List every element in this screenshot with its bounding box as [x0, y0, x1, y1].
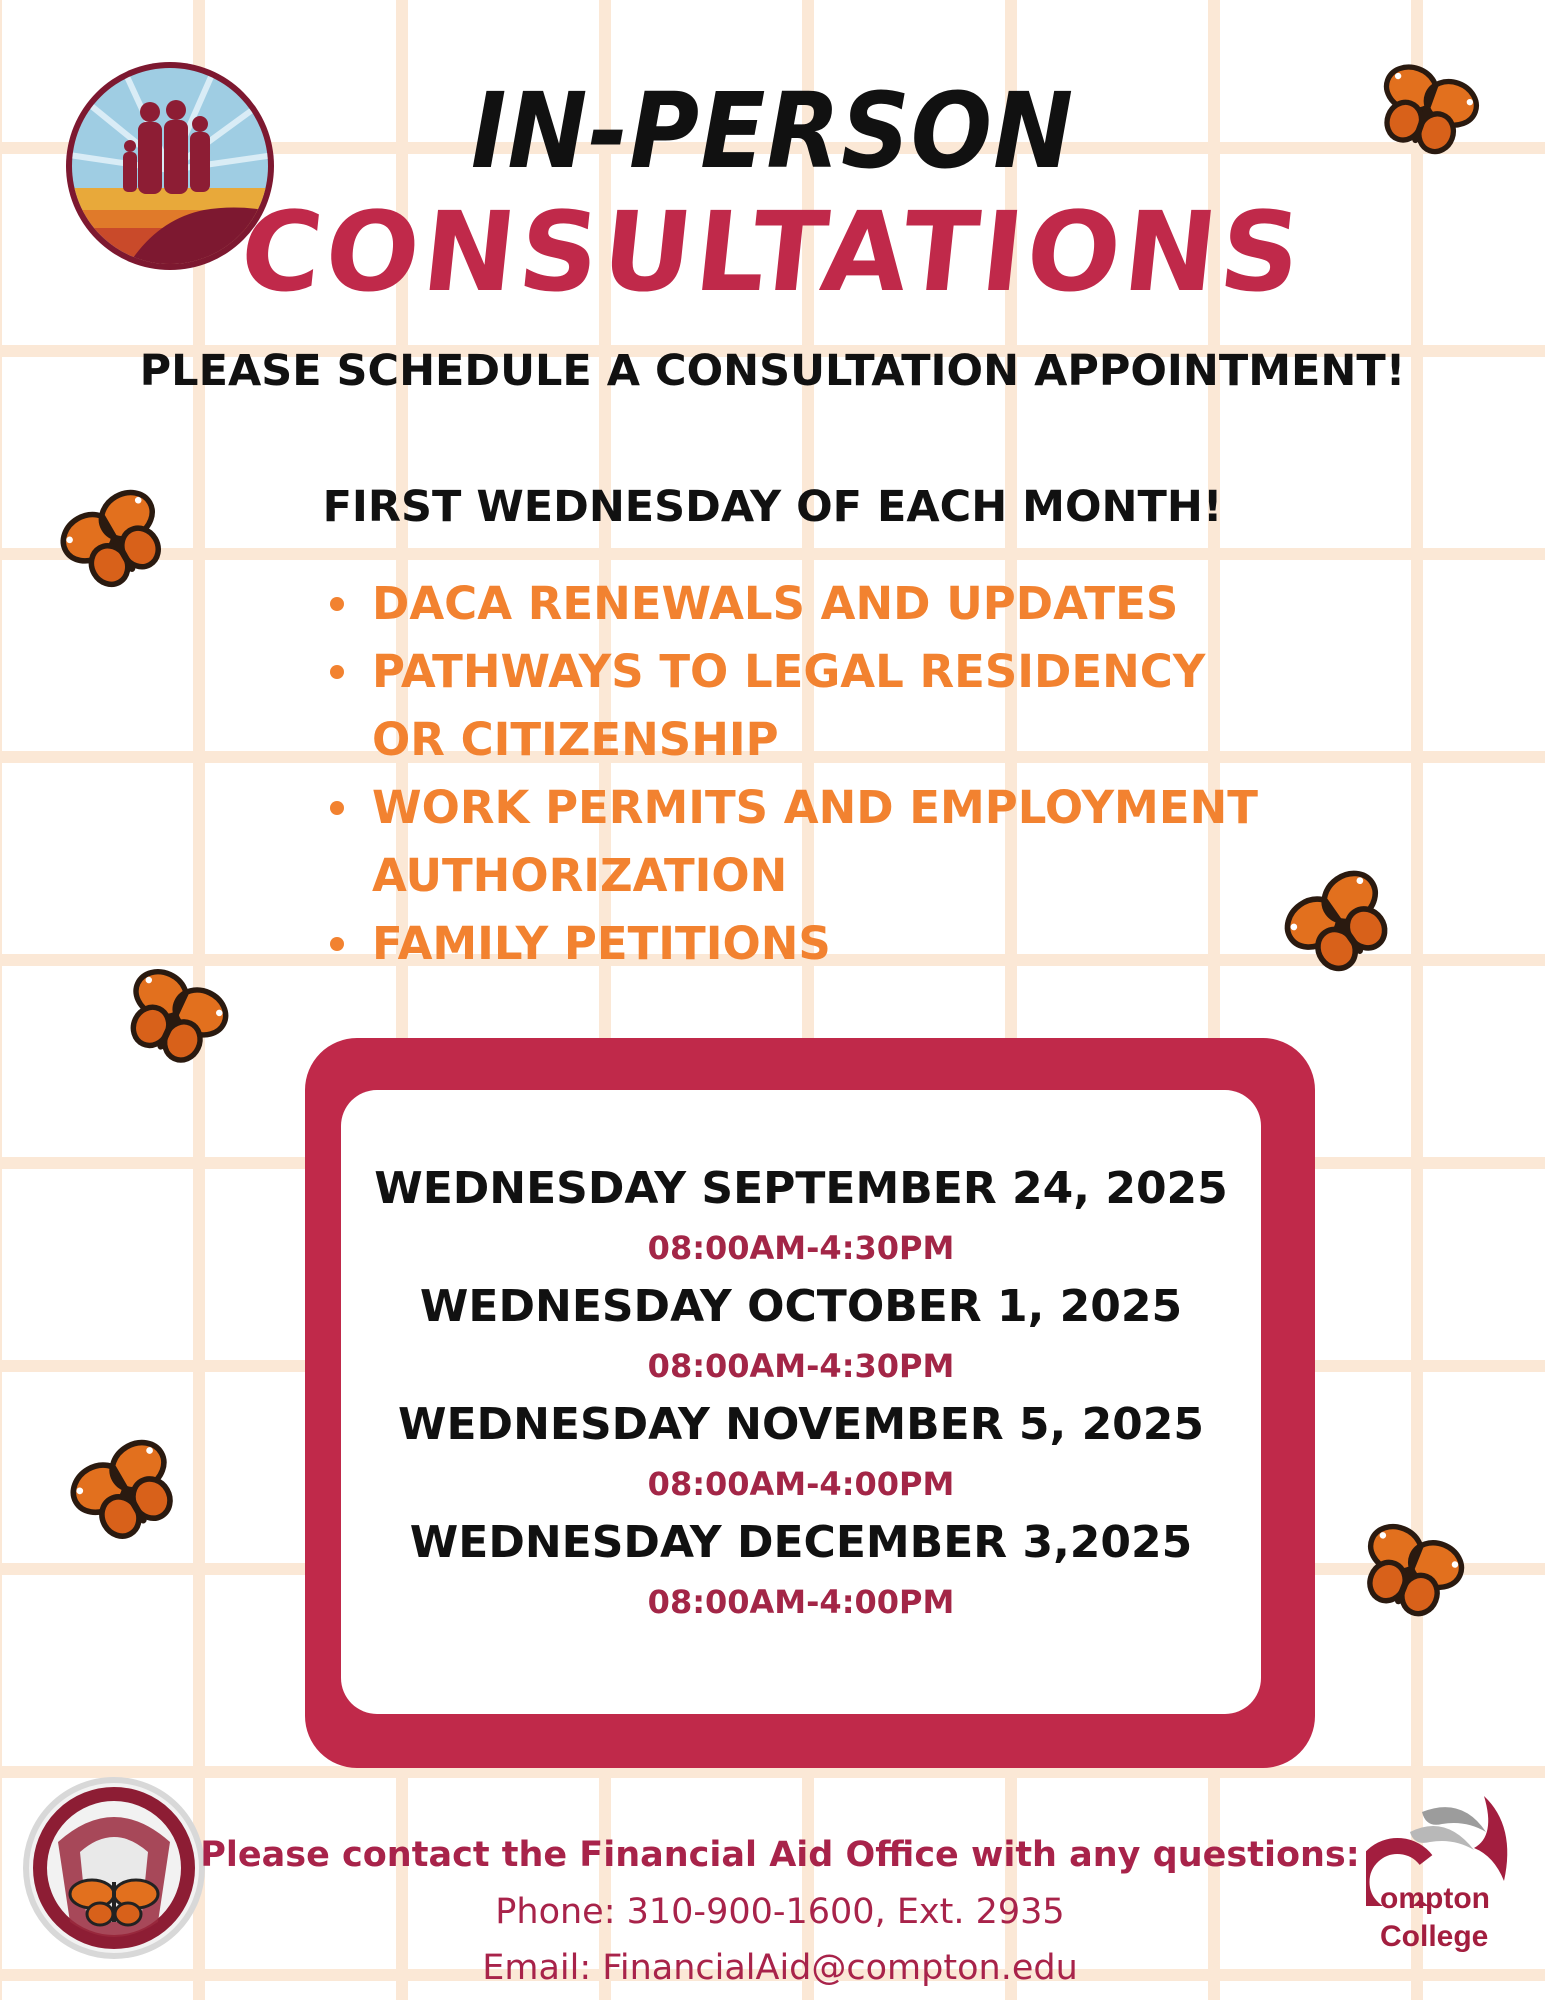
bullet-icon — [330, 665, 344, 679]
contact-heading: Please contact the Financial Aid Office with any questions: — [200, 1835, 1360, 1875]
session-item — [341, 1512, 1261, 1630]
session-list — [341, 1158, 1261, 1630]
butterfly-icon — [58, 486, 174, 596]
session-date: WEDNESDAY DECEMBER 3,2025 — [409, 1517, 1193, 1568]
list-item — [322, 774, 1372, 842]
session-item — [341, 1158, 1261, 1276]
bullet-icon — [330, 937, 344, 951]
contact-section — [180, 1826, 1380, 1996]
list-item-continuation — [322, 842, 1372, 910]
butterfly-icon — [1354, 1518, 1466, 1626]
topic-residency: PATHWAYS TO LEGAL RESIDENCY — [372, 645, 1206, 698]
college-name-line2: College — [1380, 1920, 1489, 1953]
butterfly-icon — [118, 964, 230, 1072]
contact-email: Email: FinancialAid@compton.edu — [482, 1948, 1078, 1988]
bullet-icon — [330, 801, 344, 815]
topic-daca: DACA RENEWALS AND UPDATES — [372, 577, 1179, 630]
butterfly-icon — [1282, 868, 1400, 980]
list-item — [322, 638, 1372, 706]
title-in-person: IN-PERSON — [470, 70, 1075, 192]
session-date: WEDNESDAY NOVEMBER 5, 2025 — [397, 1399, 1205, 1450]
topic-residency-cont: OR CITIZENSHIP — [372, 713, 779, 766]
session-time: 08:00AM-4:00PM — [647, 1583, 955, 1621]
session-time: 08:00AM-4:30PM — [647, 1347, 955, 1385]
dates-panel — [305, 1038, 1315, 1768]
topics-list — [322, 570, 1372, 978]
session-item — [341, 1276, 1261, 1394]
topic-work-permits: WORK PERMITS AND EMPLOYMENT — [372, 781, 1258, 834]
topic-work-permits-cont: AUTHORIZATION — [372, 849, 788, 902]
butterfly-icon — [68, 1436, 186, 1548]
contact-phone: Phone: 310-900-1600, Ext. 2935 — [495, 1892, 1065, 1932]
butterfly-icon — [1368, 58, 1484, 164]
title-consultations: CONSULTATIONS — [234, 188, 1311, 316]
list-item — [322, 570, 1372, 638]
college-name-line1: ompton — [1380, 1882, 1490, 1915]
session-time: 08:00AM-4:00PM — [647, 1465, 955, 1503]
list-item-continuation — [322, 706, 1372, 774]
schedule-heading: PLEASE SCHEDULE A CONSULTATION APPOINTMENT! — [139, 346, 1406, 396]
compton-college-logo — [1366, 1786, 1522, 1976]
list-item — [322, 910, 1372, 978]
session-time: 08:00AM-4:30PM — [647, 1229, 955, 1267]
session-date: WEDNESDAY OCTOBER 1, 2025 — [419, 1281, 1183, 1332]
session-date: WEDNESDAY SEPTEMBER 24, 2025 — [374, 1163, 1228, 1214]
frequency-heading: FIRST WEDNESDAY OF EACH MONTH! — [322, 482, 1223, 532]
bullet-icon — [330, 597, 344, 611]
topic-family: FAMILY PETITIONS — [372, 917, 831, 970]
dates-panel-inner — [341, 1090, 1261, 1714]
session-item — [341, 1394, 1261, 1512]
